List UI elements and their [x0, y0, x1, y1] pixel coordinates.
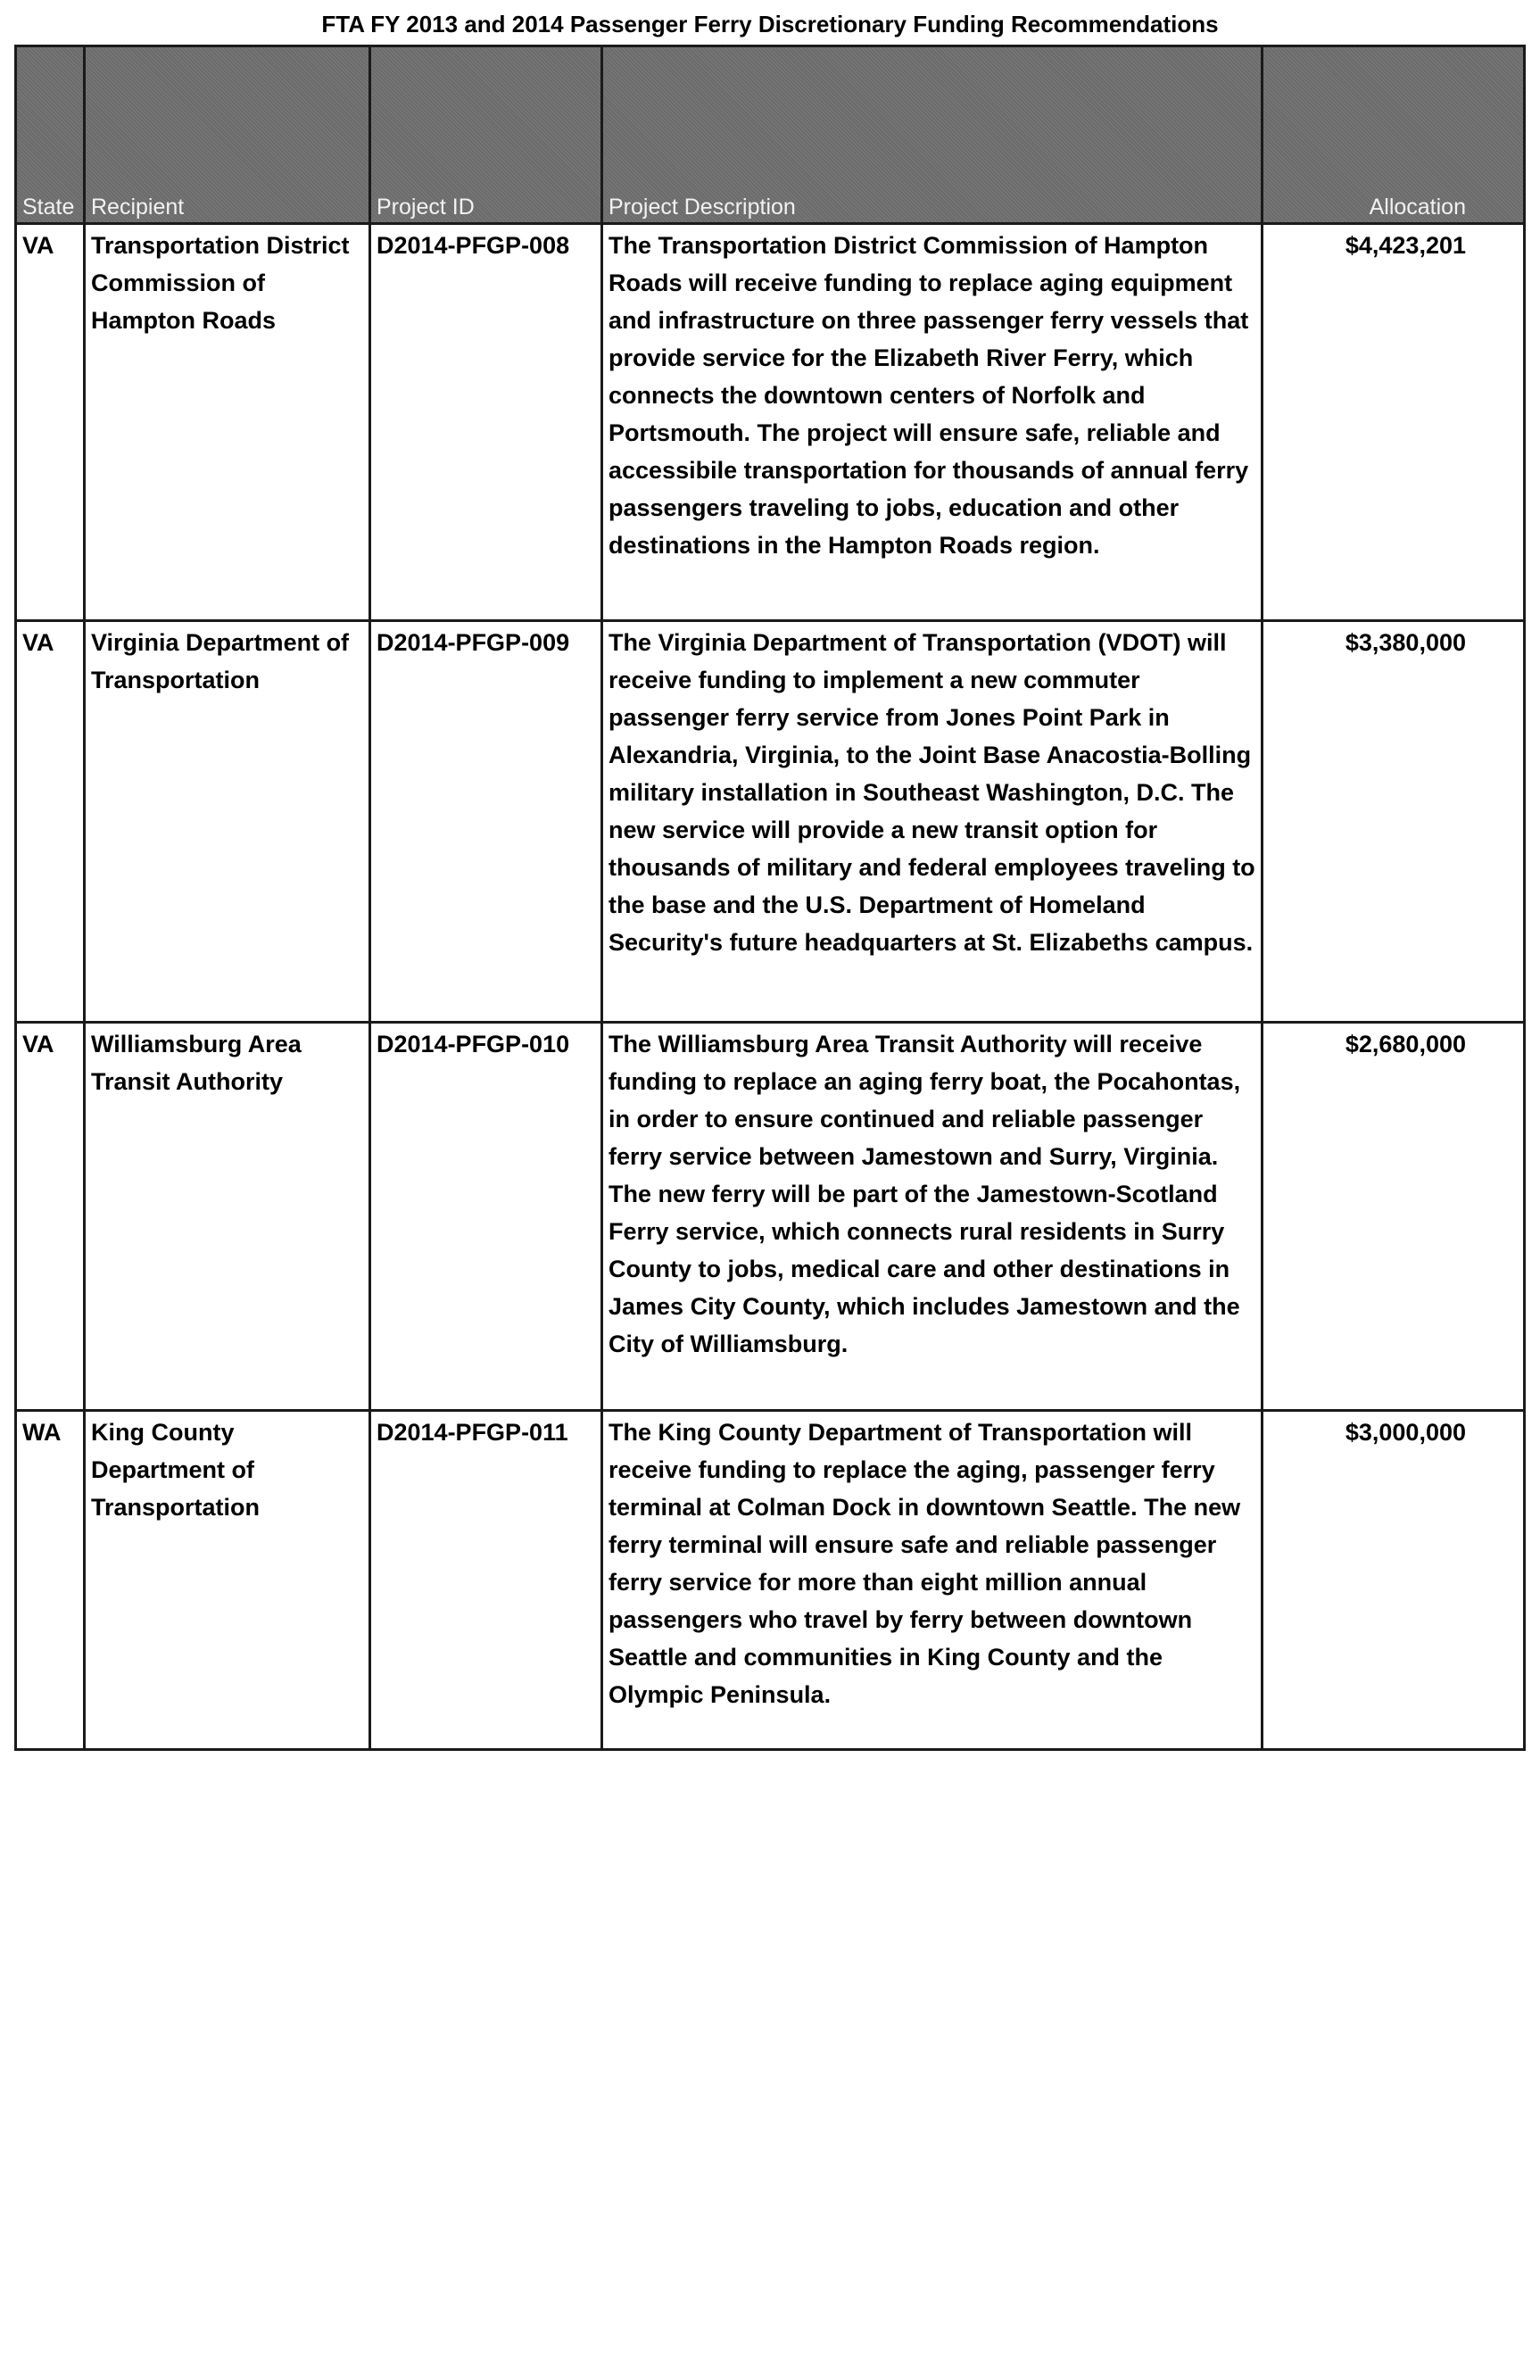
cell-recipient: Williamsburg Area Transit Authority [85, 1023, 370, 1411]
cell-recipient: King County Department of Transportation [85, 1411, 370, 1750]
cell-state: VA [16, 1023, 85, 1411]
cell-recipient: Transportation District Commission of Hampton Roads [85, 224, 370, 621]
column-header-state: State [16, 46, 85, 224]
column-header-recipient: Recipient [85, 46, 370, 224]
cell-recipient: Virginia Department of Transportation [85, 621, 370, 1023]
cell-description: The King County Department of Transportation will receive funding to replace the aging, passenger ferry terminal at Colman Dock in downtown Seattle. The new ferry terminal will ensure safe and reliable passenger ferry service for more than eight million annual passengers who travel by ferry between downtown Seattle and communities in King County and the Olympic Peninsula. [602, 1411, 1263, 1750]
table-row [16, 1411, 1525, 1750]
cell-state: VA [16, 621, 85, 1023]
cell-description: The Virginia Department of Transportation (VDOT) will receive funding to implement a new commuter passenger ferry service from Jones Point Park in Alexandria, Virginia, to the Joint Base Anacostia-Bolling military installation in Southeast Washington, D.C. The new service will provide a new transit option for thousands of military and federal employees traveling to the base and the U.S. Department of Homeland Security's future headquarters at St. Elizabeths campus. [602, 621, 1263, 1023]
cell-description: The Transportation District Commission of Hampton Roads will receive funding to replace aging equipment and infrastructure on three passenger ferry vessels that provide service for the Elizabeth River Ferry, which connects the downtown centers of Norfolk and Portsmouth. The project will ensure safe, reliable and accessibile transportation for thousands of annual ferry passengers traveling to jobs, education and other destinations in the Hampton Roads region. [602, 224, 1263, 621]
funding-table [14, 45, 1526, 1751]
table-header-row [16, 46, 1525, 224]
cell-description: The Williamsburg Area Transit Authority will receive funding to replace an aging ferry boat, the Pocahontas, in order to ensure continued and reliable passenger ferry service between Jamestown and Surry, Virginia. The new ferry will be part of the Jamestown-Scotland Ferry service, which connects rural residents in Surry County to jobs, medical care and other destinations in James City County, which includes Jamestown and the City of Williamsburg. [602, 1023, 1263, 1411]
table-row [16, 621, 1525, 1023]
column-header-project-id: Project ID [370, 46, 602, 224]
table-row [16, 1023, 1525, 1411]
page-title: FTA FY 2013 and 2014 Passenger Ferry Discretionary Funding Recommendations [321, 11, 1219, 37]
cell-allocation: $3,380,000 [1263, 621, 1525, 1023]
cell-allocation: $3,000,000 [1263, 1411, 1525, 1750]
cell-project-id: D2014-PFGP-009 [370, 621, 602, 1023]
cell-state: WA [16, 1411, 85, 1750]
cell-allocation: $4,423,201 [1263, 224, 1525, 621]
cell-state: VA [16, 224, 85, 621]
column-header-description: Project Description [602, 46, 1263, 224]
table-row [16, 224, 1525, 621]
cell-project-id: D2014-PFGP-010 [370, 1023, 602, 1411]
cell-project-id: D2014-PFGP-008 [370, 224, 602, 621]
cell-project-id: D2014-PFGP-011 [370, 1411, 602, 1750]
column-header-allocation: Allocation [1263, 46, 1525, 224]
cell-allocation: $2,680,000 [1263, 1023, 1525, 1411]
